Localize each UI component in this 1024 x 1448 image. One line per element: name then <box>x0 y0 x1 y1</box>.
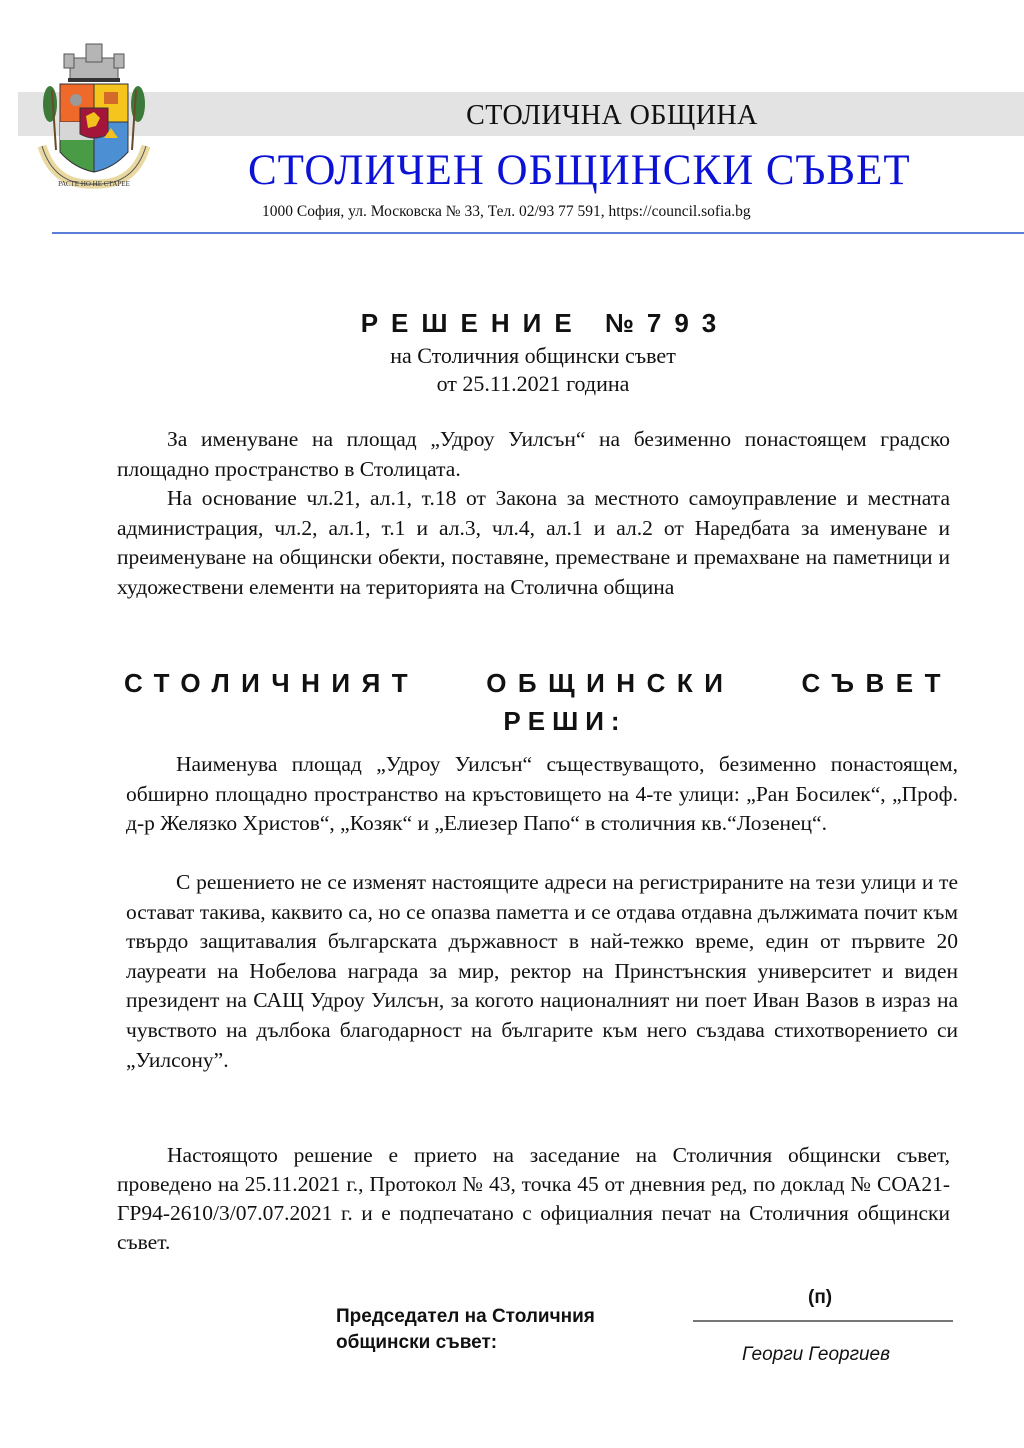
signature-line <box>693 1320 953 1322</box>
decision-date: от 25.11.2021 година <box>436 371 630 396</box>
header-divider <box>52 232 1024 234</box>
signed-mark: (п) <box>808 1287 833 1308</box>
signatory-title <box>336 1304 595 1356</box>
signatory-name: Георги Георгиев <box>742 1344 891 1365</box>
org-name: СТОЛИЧНА ОБЩИНА <box>466 100 758 131</box>
resolution-paragraph-1: Наименува площад „Удроу Уилсън“ съществуващото, безименно понастоящем, обширно площадно пространство на кръстовището на 4-те улици: „Ран Босилек“, „Проф. д-р Желязко Христов“, „Козяк“ и „Елиезер Папо“ в столичния кв.“Лозенец“. <box>126 752 958 836</box>
logo-motto: РАСТЕ НО НЕ СТАРЕЕ <box>58 180 130 188</box>
signatory-title-line-1: Председател на Столичния <box>336 1306 595 1327</box>
decision-subject: За именуване на площад „Удроу Уилсън“ на безименно понастоящем градско площадно пространство в Столицата. <box>117 427 950 481</box>
legal-basis: На основание чл.21, ал.1, т.18 от Закона за местното самоуправление и местната администрация, чл.2, ал.1, т.1 и ал.3, чл.4, ал.1 и ал.2 от Наредбата за именуване и преименуване на общински обекти, поставяне, преместване и премахване на паметници и художествени елементи на територията на Столична община <box>117 486 950 599</box>
decision-title: РЕШЕНИЕ №793 <box>360 308 730 338</box>
resolves-heading: РЕШИ: <box>503 706 627 736</box>
signatory-title-line-2: общински съвет: <box>336 1332 498 1353</box>
decision-issuer: на Столичния общински съвет <box>390 343 676 368</box>
council-address: 1000 София, ул. Московска № 33, Тел. 02/93 77 591, https://council.sofia.bg <box>262 203 751 220</box>
resolution-paragraph-2: С решението не се изменят настоящите адреси на регистрираните на тези улици и те остават такива, каквито са, но се опазва паметта и се отдава отдавна дължимата почит към твърдо защитавалия българската държавност в най-тежко време, един от първите 20 лауреати на Нобелова награда за мир, ректор на Принстънския университет и виден президент на САЩ Удроу Уилсън, за когото националният ни поет Иван Вазов в израз на чувството на дълбока благодарност на българите към него създава стихотворението си „Уилсону”. <box>126 870 958 1072</box>
council-heading: СТОЛИЧНИЯТ ОБЩИНСКИ СЪВЕТ <box>124 668 952 698</box>
council-name: СТОЛИЧЕН ОБЩИНСКИ СЪВЕТ <box>248 147 911 194</box>
closing-paragraph: Настоящото решение е прието на заседание на Столичния общински съвет, проведено на 25.11.2021 г., Протокол № 43, точка 45 от дневния ред, по доклад № СОА21-ГР94-2610/3/07.07.2021 г. и е подпечатано с официалния печат на Столичния общински съвет. <box>117 1143 950 1254</box>
